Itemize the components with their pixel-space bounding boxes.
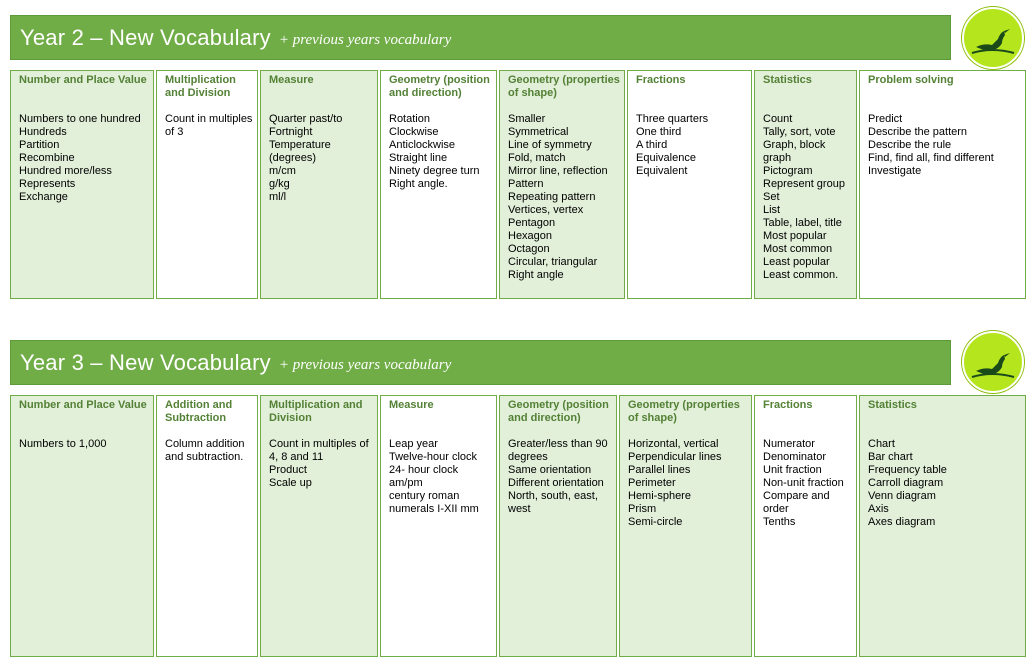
year2-column bbox=[859, 70, 1026, 299]
vocab-item: Compare and order bbox=[763, 490, 830, 515]
vocab-item: Right angle. bbox=[389, 178, 448, 190]
vocab-item: Hexagon bbox=[508, 230, 553, 242]
vocab-item: Greater/less than 90 degrees bbox=[508, 438, 608, 463]
year3-column bbox=[156, 395, 258, 657]
vocab-item: Smaller bbox=[508, 113, 546, 125]
vocab-item: Pictogram bbox=[763, 165, 813, 177]
vocab-item: Equivalence bbox=[636, 152, 696, 164]
vocab-item: One third bbox=[636, 126, 682, 138]
vocab-item: Hundred more/less bbox=[19, 165, 112, 177]
column-header: Number and Place Value bbox=[19, 74, 147, 86]
column-header: Problem solving bbox=[868, 74, 954, 86]
vocab-item: Quarter past/to bbox=[269, 113, 343, 125]
vocab-item: m/cm bbox=[269, 165, 296, 177]
column-header: Multiplication and Division bbox=[269, 399, 363, 424]
vocab-item: Count bbox=[763, 113, 793, 125]
vocab-item: Exchange bbox=[19, 191, 68, 203]
year2-column bbox=[10, 70, 154, 299]
vocab-item: Axes diagram bbox=[868, 516, 936, 528]
vocab-item: century roman numerals I-XII mm bbox=[389, 490, 479, 515]
vocab-item: Recombine bbox=[19, 152, 75, 164]
vocab-item: Hemi-sphere bbox=[628, 490, 691, 502]
vocab-item: Column addition and subtraction. bbox=[165, 438, 245, 463]
vocab-item: Least common. bbox=[763, 269, 839, 281]
column-header: Number and Place Value bbox=[19, 399, 147, 411]
vocab-item: Parallel lines bbox=[628, 464, 691, 476]
vocab-item: Unit fraction bbox=[763, 464, 822, 476]
vocab-item: Scale up bbox=[269, 477, 312, 489]
vocab-item: Rotation bbox=[389, 113, 430, 125]
year3-column bbox=[619, 395, 752, 657]
vocab-item: Predict bbox=[868, 113, 903, 125]
vocab-item: Pentagon bbox=[508, 217, 556, 229]
vocab-item: Represent group bbox=[763, 178, 845, 190]
vocab-item: Partition bbox=[19, 139, 60, 151]
vocab-item: Circular, triangular bbox=[508, 256, 598, 268]
vocab-item: Numbers to one hundred bbox=[19, 113, 141, 125]
vocab-item: Line of symmetry bbox=[508, 139, 592, 151]
vocab-item: Product bbox=[269, 464, 307, 476]
vocab-item: Find, find all, find different bbox=[868, 152, 994, 164]
vocab-item: Twelve-hour clock bbox=[389, 451, 478, 463]
vocab-item: Tally, sort, vote bbox=[763, 126, 836, 138]
vocab-item: Perimeter bbox=[628, 477, 676, 489]
bird-logo-icon bbox=[964, 9, 1022, 67]
vocab-item: Describe the pattern bbox=[868, 126, 968, 138]
vocab-item: Table, label, title bbox=[763, 217, 842, 229]
school-logo-icon bbox=[962, 7, 1024, 69]
vocab-item: Repeating pattern bbox=[508, 191, 596, 203]
vocab-item: Right angle bbox=[508, 269, 564, 281]
column-header: Statistics bbox=[763, 74, 812, 86]
vocab-item: Carroll diagram bbox=[868, 477, 944, 489]
year2-column bbox=[627, 70, 752, 299]
vocab-item: Most common bbox=[763, 243, 833, 255]
year2-vocab-table bbox=[10, 70, 1028, 299]
vocab-item: Fortnight bbox=[269, 126, 313, 138]
vocab-item: Chart bbox=[868, 438, 895, 450]
vocab-item: Prism bbox=[628, 503, 657, 515]
vocab-item: Set bbox=[763, 191, 780, 203]
year3-column bbox=[859, 395, 1026, 657]
year3-title: Year 3 – New Vocabulary bbox=[20, 349, 271, 375]
vocab-item: Leap year bbox=[389, 438, 438, 450]
column-header: Measure bbox=[389, 399, 434, 411]
year2-title: Year 2 – New Vocabulary bbox=[20, 24, 271, 50]
vocab-item: Straight line bbox=[389, 152, 448, 164]
vocab-item: Tenths bbox=[763, 516, 796, 528]
vocab-item: Mirror line, reflection bbox=[508, 165, 608, 177]
column-header: Multiplication and Division bbox=[165, 74, 236, 99]
year2-column bbox=[754, 70, 857, 299]
vocab-item: Denominator bbox=[763, 451, 826, 463]
column-header: Addition and Subtraction bbox=[165, 399, 233, 424]
vocab-item: am/pm bbox=[389, 477, 423, 489]
vocab-item: Venn diagram bbox=[868, 490, 936, 502]
vocab-item: North, south, east, west bbox=[508, 490, 598, 515]
vocab-item: Octagon bbox=[508, 243, 550, 255]
school-logo-icon bbox=[962, 331, 1024, 393]
year3-column bbox=[499, 395, 617, 657]
year3-column bbox=[10, 395, 154, 657]
vocab-item: Most popular bbox=[763, 230, 827, 242]
vocab-item: Represents bbox=[19, 178, 76, 190]
column-header: Geometry (properties of shape) bbox=[628, 399, 740, 424]
vocab-item: Perpendicular lines bbox=[628, 451, 722, 463]
vocab-item: Pattern bbox=[508, 178, 544, 190]
vocab-item: 24- hour clock bbox=[389, 464, 459, 476]
vocab-item: Axis bbox=[868, 503, 889, 515]
vocab-item: Bar chart bbox=[868, 451, 913, 463]
vocab-item: Horizontal, vertical bbox=[628, 438, 719, 450]
column-header: Geometry (position and direction) bbox=[389, 74, 490, 99]
vocab-item: Non-unit fraction bbox=[763, 477, 844, 489]
vocab-item: A third bbox=[636, 139, 668, 151]
vocab-item: ml/l bbox=[269, 191, 287, 203]
year3-subtitle: + previous years vocabulary bbox=[278, 356, 452, 373]
vocab-item: Fold, match bbox=[508, 152, 566, 164]
vocab-item: Semi-circle bbox=[628, 516, 683, 528]
vocab-item: Frequency table bbox=[868, 464, 947, 476]
vocab-item: Same orientation bbox=[508, 464, 592, 476]
vocab-item: Investigate bbox=[868, 165, 922, 177]
year3-column bbox=[754, 395, 857, 657]
year2-column bbox=[380, 70, 497, 299]
year3-column bbox=[380, 395, 497, 657]
vocab-item: Different orientation bbox=[508, 477, 604, 489]
vocab-item: Temperature (degrees) bbox=[269, 139, 331, 164]
year2-subtitle: + previous years vocabulary bbox=[278, 31, 452, 48]
column-header: Geometry (properties of shape) bbox=[508, 74, 620, 99]
vocab-item: Clockwise bbox=[389, 126, 439, 138]
vocab-item: List bbox=[763, 204, 781, 216]
year3-vocab-table bbox=[10, 395, 1028, 657]
year2-banner bbox=[10, 15, 951, 60]
vocab-item: Count in multiples of 3 bbox=[165, 113, 253, 138]
bird-logo-icon bbox=[964, 333, 1022, 391]
year2-column bbox=[499, 70, 625, 299]
year2-column bbox=[156, 70, 258, 299]
column-header: Statistics bbox=[868, 399, 917, 411]
vocab-item: Vertices, vertex bbox=[508, 204, 584, 216]
column-header: Geometry (position and direction) bbox=[508, 399, 609, 424]
vocab-item: Three quarters bbox=[636, 113, 709, 125]
vocab-item: Equivalent bbox=[636, 165, 688, 177]
year3-banner bbox=[10, 340, 951, 385]
column-header: Fractions bbox=[763, 399, 813, 411]
vocab-item: Numbers to 1,000 bbox=[19, 438, 107, 450]
year2-column bbox=[260, 70, 378, 299]
vocab-item: Count in multiples of 4, 8 and 11 bbox=[269, 438, 369, 463]
column-header: Measure bbox=[269, 74, 314, 86]
vocab-item: Symmetrical bbox=[508, 126, 569, 138]
vocab-item: Anticlockwise bbox=[389, 139, 456, 151]
vocab-item: Numerator bbox=[763, 438, 815, 450]
vocab-item: Graph, block graph bbox=[763, 139, 826, 164]
year3-column bbox=[260, 395, 378, 657]
vocab-item: Ninety degree turn bbox=[389, 165, 480, 177]
column-header: Fractions bbox=[636, 74, 686, 86]
vocab-item: Least popular bbox=[763, 256, 830, 268]
vocab-item: Hundreds bbox=[19, 126, 67, 138]
vocab-item: g/kg bbox=[269, 178, 290, 190]
vocab-item: Describe the rule bbox=[868, 139, 952, 151]
